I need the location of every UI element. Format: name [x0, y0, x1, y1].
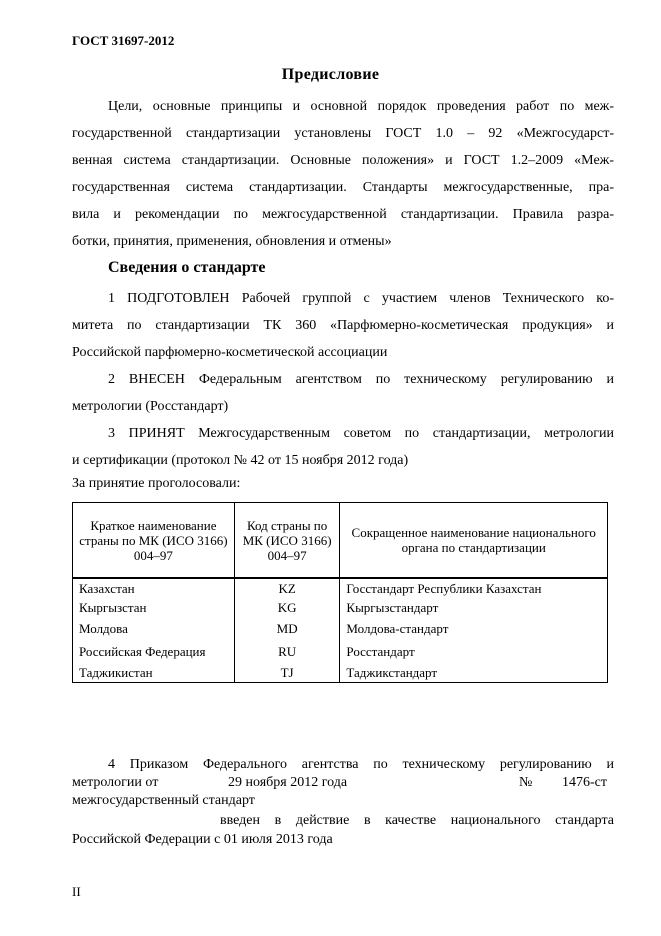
item-4-metrology: метрологии от — [72, 775, 159, 790]
item-3-line: и сертификации (протокол № 42 от 15 ноября 2012 года) — [72, 453, 409, 468]
table-row — [73, 617, 608, 640]
table-row — [73, 663, 608, 683]
table-header-row — [73, 503, 608, 579]
item-4-number: 1476-ст — [562, 775, 607, 790]
foreword-line: государственной стандартизации установлены ГОСТ 1.0 – 92 «Межгосударст- — [72, 126, 614, 141]
cell-country: Российская Федерация — [73, 640, 235, 663]
info-item-4 — [72, 756, 614, 774]
voting-table — [72, 502, 608, 683]
item-4-line: Российской Федерации с 01 июля 2013 года — [72, 832, 333, 847]
cell-country: Казахстан — [73, 578, 235, 598]
item-4-line: 4 Приказом Федерального агентства по техническому регулированию и — [108, 757, 614, 772]
document-header: ГОСТ 31697-2012 — [72, 33, 175, 48]
item-2-line: метрологии (Росстандарт) — [72, 399, 229, 414]
foreword-line: ботки, принятия, применения, обновления и отмены» — [72, 234, 392, 249]
cell-code: KG — [234, 598, 340, 617]
item-1-line: 1 ПОДГОТОВЛЕН Рабочей группой с участием членов Технического ко- — [108, 291, 614, 306]
table-row — [73, 640, 608, 663]
info-item-1 — [72, 285, 614, 366]
cell-code: MD — [234, 617, 340, 640]
item-2-line: 2 ВНЕСЕН Федеральным агентством по техническому регулированию и — [108, 372, 614, 387]
header-country: Краткое наименование страны по МК (ИСО 3166) 004–97 — [73, 503, 235, 579]
cell-code: TJ — [234, 663, 340, 683]
info-item-3 — [72, 420, 614, 474]
item-4-number-sign: № — [519, 775, 533, 790]
item-3-line: 3 ПРИНЯТ Межгосударственным советом по стандартизации, метрологии — [108, 426, 614, 441]
table-row — [73, 578, 608, 598]
cell-body: Таджикстандарт — [340, 663, 608, 683]
header-body: Сокращенное наименование национального органа по стандартизации — [340, 503, 608, 579]
cell-country: Таджикистан — [73, 663, 235, 683]
voted-label: За принятие проголосовали: — [72, 476, 241, 491]
item-4-date: 29 ноября 2012 года — [228, 775, 348, 790]
foreword-line: Цели, основные принципы и основной порядок проведения работ по меж- — [108, 99, 614, 114]
cell-code: KZ — [234, 578, 340, 598]
cell-country: Молдова — [73, 617, 235, 640]
cell-country: Кыргызстан — [73, 598, 235, 617]
item-4-enacted — [72, 811, 614, 849]
foreword-title: Предисловие — [281, 66, 380, 83]
foreword-paragraph — [72, 93, 614, 255]
item-1-line: Российской парфюмерно-косметической ассоциации — [72, 345, 388, 360]
cell-body: Госстандарт Республики Казахстан — [340, 578, 608, 598]
item-4-line: введен в действие в качестве национального стандарта — [220, 813, 614, 828]
cell-body: Молдова-стандарт — [340, 617, 608, 640]
cell-code: RU — [234, 640, 340, 663]
page-number: II — [72, 884, 81, 899]
foreword-line: венная система стандартизации. Основные положения» и ГОСТ 1.2–2009 «Меж- — [72, 153, 614, 168]
info-title: Сведения о стандарте — [108, 259, 266, 276]
cell-body: Росстандарт — [340, 640, 608, 663]
item-4-standard: межгосударственный стандарт — [72, 793, 255, 808]
header-code: Код страны по МК (ИСО 3166) 004–97 — [234, 503, 340, 579]
foreword-line: государственная система стандартизации. Стандарты межгосударственные, пра- — [72, 180, 614, 195]
item-1-line: митета по стандартизации ТК 360 «Парфюмерно-косметическая продукция» и — [72, 318, 614, 333]
cell-body: Кыргызстандарт — [340, 598, 608, 617]
info-item-2 — [72, 366, 614, 420]
foreword-line: вила и рекомендации по межгосударственной стандартизации. Правила разра- — [72, 207, 614, 222]
table-row — [73, 598, 608, 617]
